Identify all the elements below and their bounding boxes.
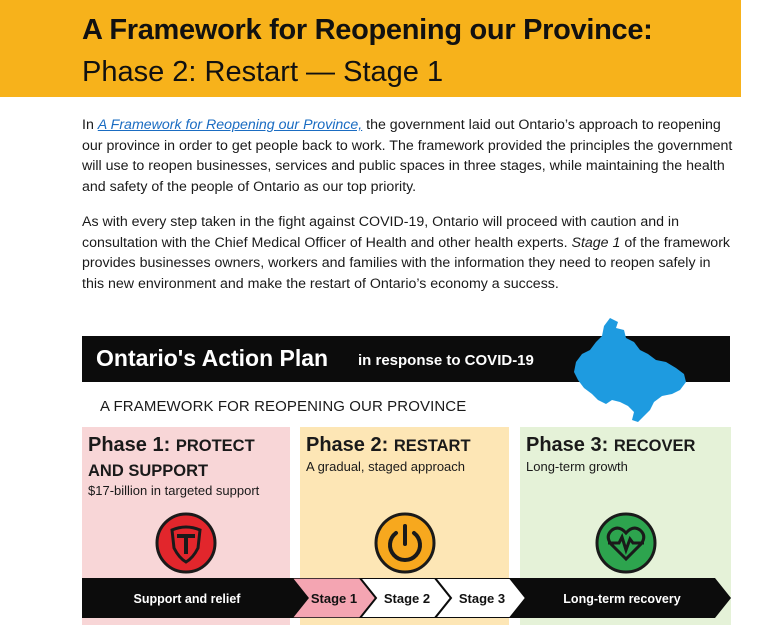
action-plan-title: Ontario's Action Plan xyxy=(96,345,329,371)
phase-3-focus: RECOVER xyxy=(613,437,696,455)
heart-pulse-icon xyxy=(595,512,657,574)
action-plan-subtitle: in response to COVID-19 xyxy=(358,352,534,369)
ontario-map-icon xyxy=(572,316,688,426)
timeline-recovery-label: Long-term recovery xyxy=(563,592,681,606)
phase-3-description: Long-term growth xyxy=(526,459,628,474)
timeline-bar xyxy=(82,578,732,618)
power-icon xyxy=(374,512,436,574)
page-subtitle: Phase 2: Restart — Stage 1 xyxy=(82,56,444,88)
intro-p2-text: of the framework provides businesses owners, workers and families with the information they need to reopen safely in this new environment and make the restart of Ontario’s economy a success. xyxy=(82,234,731,292)
phase-1-description: $17-billion in targeted support xyxy=(88,483,260,498)
intro-paragraph-1 xyxy=(82,115,734,197)
shield-icon xyxy=(155,512,217,574)
intro-paragraph-2 xyxy=(82,212,734,294)
phase-1-name: Phase 1: xyxy=(88,434,171,456)
header-banner xyxy=(0,0,741,97)
phase-2-focus: RESTART xyxy=(393,437,471,455)
phase-2-description: A gradual, staged approach xyxy=(306,459,466,474)
framework-heading: A FRAMEWORK FOR REOPENING OUR PROVINCE xyxy=(100,398,467,415)
intro-p2-italic: Stage 1 xyxy=(571,234,621,251)
intro-p1-prefix: In xyxy=(82,117,98,133)
phase-2-title xyxy=(306,433,471,458)
phase-3-title xyxy=(526,433,695,458)
framework-link[interactable]: A Framework for Reopening our Province, xyxy=(97,117,363,133)
timeline-stage-3-label: Stage 3 xyxy=(458,591,506,606)
intro-p2-prefix: As with every step taken in the fight against COVID-19, Ontario will proceed with caution and in consultation with the Chief Medical Officer of Health and other health experts. xyxy=(82,214,679,251)
phase-2-name: Phase 2: xyxy=(306,434,389,456)
phase-3-name: Phase 3: xyxy=(526,434,609,456)
phase-1-focus: PROTECT AND SUPPORT xyxy=(88,437,255,480)
timeline-stage-2-label: Stage 2 xyxy=(383,591,431,606)
timeline-support-label: Support and relief xyxy=(133,592,241,606)
timeline-stage-1-label: Stage 1 xyxy=(310,591,358,606)
phase-1-title xyxy=(88,433,288,483)
intro-p1-text: the government laid out Ontario’s approach to reopening our province in order to get people back to work. The framework provided the principles the government will use to reopen businesses, services and public spaces in three stages, while maintaining the health and safety of the people of Ontario as our top priority. xyxy=(82,117,733,195)
page-title: A Framework for Reopening our Province: xyxy=(82,14,653,46)
